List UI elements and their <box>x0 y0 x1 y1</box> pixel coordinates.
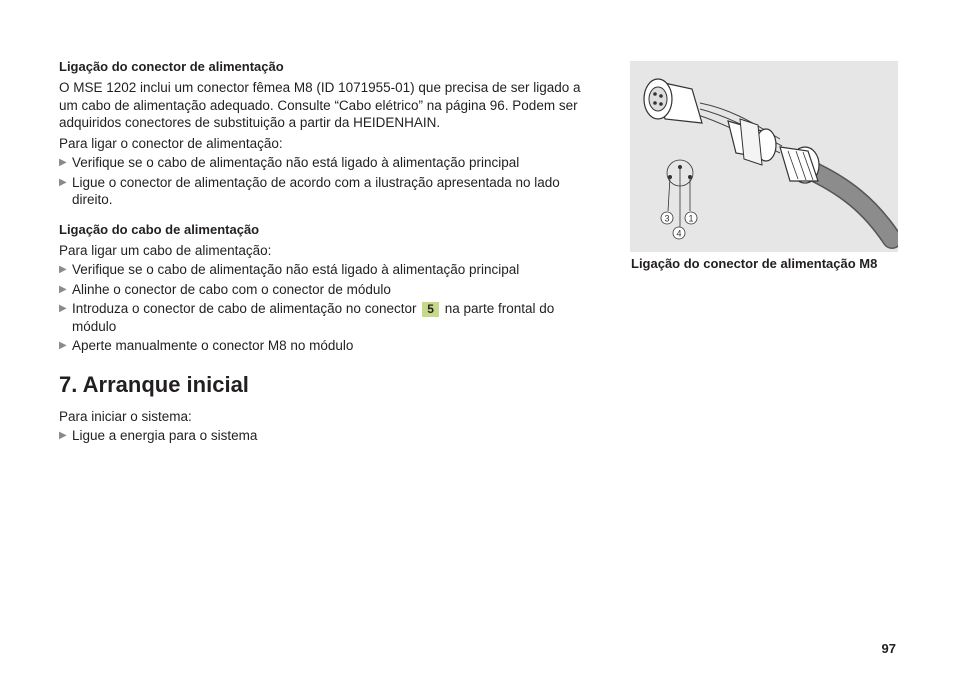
triangle-right-icon: ▶ <box>59 157 67 168</box>
connector-number-badge: 5 <box>422 302 439 317</box>
list-item: ▶ Alinhe o conector de cabo com o conector de módulo <box>59 281 391 297</box>
m8-connector-drawing <box>630 61 898 252</box>
instruction-intro: Para ligar o conector de alimentação: <box>59 135 283 151</box>
triangle-right-icon: ▶ <box>59 340 67 351</box>
section-body: O MSE 1202 inclui um conector fêmea M8 (ID 1071955-01) que precisa de ser ligado a um cabo de alimentação adequado. Consulte “Cabo elétrico” na página 96. Podem ser adquiridos conectores de substituição a partir da HEIDENHAIN. <box>59 80 581 130</box>
instruction-intro: Para iniciar o sistema: <box>59 408 192 424</box>
housing-shape <box>728 119 776 165</box>
figure-caption: Ligação do conector de alimentação M8 <box>631 256 878 271</box>
section-heading-power-connector: Ligação do conector de alimentação <box>59 59 284 74</box>
cable-shape <box>808 169 892 239</box>
list-item: ▶ Ligue a energia para o sistema <box>59 428 258 443</box>
section-heading-power-cable: Ligação do cabo de alimentação <box>59 221 260 237</box>
pin-label: 3 <box>664 213 670 224</box>
list-item: ▶ Ligue o conector de alimentação de acordo com a ilustração apresentada no lado direito. <box>59 174 560 207</box>
connector-illustration <box>630 61 898 252</box>
triangle-right-icon: ▶ <box>59 430 67 441</box>
list-item: ▶ Verifique se o cabo de alimentação não está ligado à alimentação principal <box>59 155 520 170</box>
pinout-diagram <box>661 160 697 239</box>
pin-label: 1 <box>688 213 694 224</box>
list-item: ▶ Verifique se o cabo de alimentação não está ligado à alimentação principal <box>59 262 520 277</box>
cable-nut-shape <box>780 147 819 183</box>
page-number: 97 <box>881 641 896 656</box>
triangle-right-icon: ▶ <box>59 176 67 188</box>
triangle-right-icon: ▶ <box>59 264 67 275</box>
chapter-heading: 7. Arranque inicial <box>59 371 249 397</box>
plug-head-shape <box>644 79 702 123</box>
instruction-intro: Para ligar um cabo de alimentação: <box>59 242 272 258</box>
list-item: ▶ Introduza o conector de cabo de alimentação no conector 5 na parte frontal do módulo <box>59 301 555 334</box>
pin-label: 4 <box>676 228 682 239</box>
triangle-right-icon: ▶ <box>59 303 67 314</box>
text-column <box>59 58 599 447</box>
triangle-right-icon: ▶ <box>59 283 67 295</box>
list-item: ▶ Aperte manualmente o conector M8 no módulo <box>59 338 354 353</box>
